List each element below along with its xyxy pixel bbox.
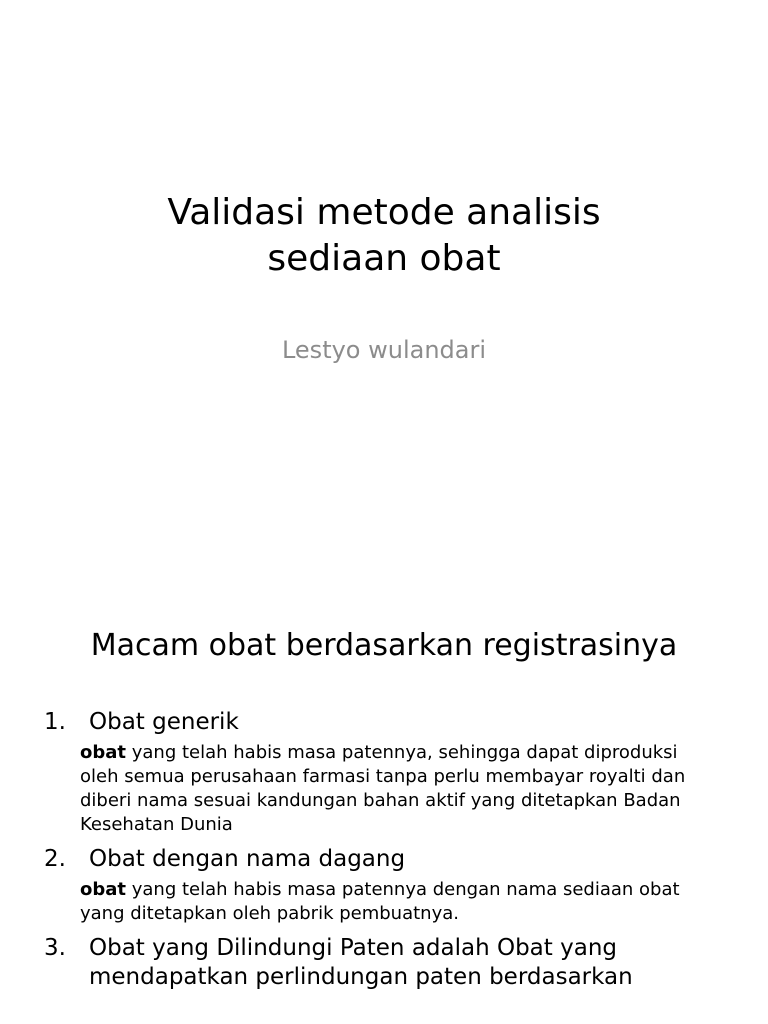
description-bold-term: obat [80,742,127,763]
list-item-title-line-2: mendapatkan perlindungan paten berdasarkan [89,964,633,990]
description-text: yang telah habis masa patennya, sehingga dapat diproduksi oleh semua perusahaan farmasi tanpa perlu membayar royalti dan diberi nama sesuai kandungan bahan aktif yang ditetapkan Badan Kesehatan Dunia [80,742,686,835]
list-item-title: Obat generik [89,709,239,735]
list-item [44,934,744,992]
slide-title-line-2: sediaan obat [267,238,501,279]
list-item-head [44,845,744,874]
list-item-title [89,934,633,992]
description-bold-term: obat [80,879,127,900]
registration-list [44,708,744,992]
list-item-title-line-1: Obat yang Dilindungi Paten adalah Obat yang [89,935,617,961]
list-item-head [44,708,744,737]
list-item-description [80,878,720,926]
description-text: yang telah habis masa patennya dengan nama sediaan obat yang ditetapkan oleh pabrik pembuatnya. [80,879,680,924]
list-item-title: Obat dengan nama dagang [89,846,406,872]
list-item-description [80,741,720,837]
slide-heading: Macam obat berdasarkan registrasinya [90,628,678,663]
list-item [44,845,744,926]
list-item [44,708,744,837]
list-item-number: 1. [44,709,66,735]
slide-title [0,190,768,282]
slide-title-line-1: Validasi metode analisis [167,192,601,233]
list-item-number: 3. [44,935,66,961]
list-item-number: 2. [44,846,66,872]
slide-subtitle: Lestyo wulandari [281,336,487,364]
content-slide [0,576,768,1024]
list-item-head [44,934,744,992]
